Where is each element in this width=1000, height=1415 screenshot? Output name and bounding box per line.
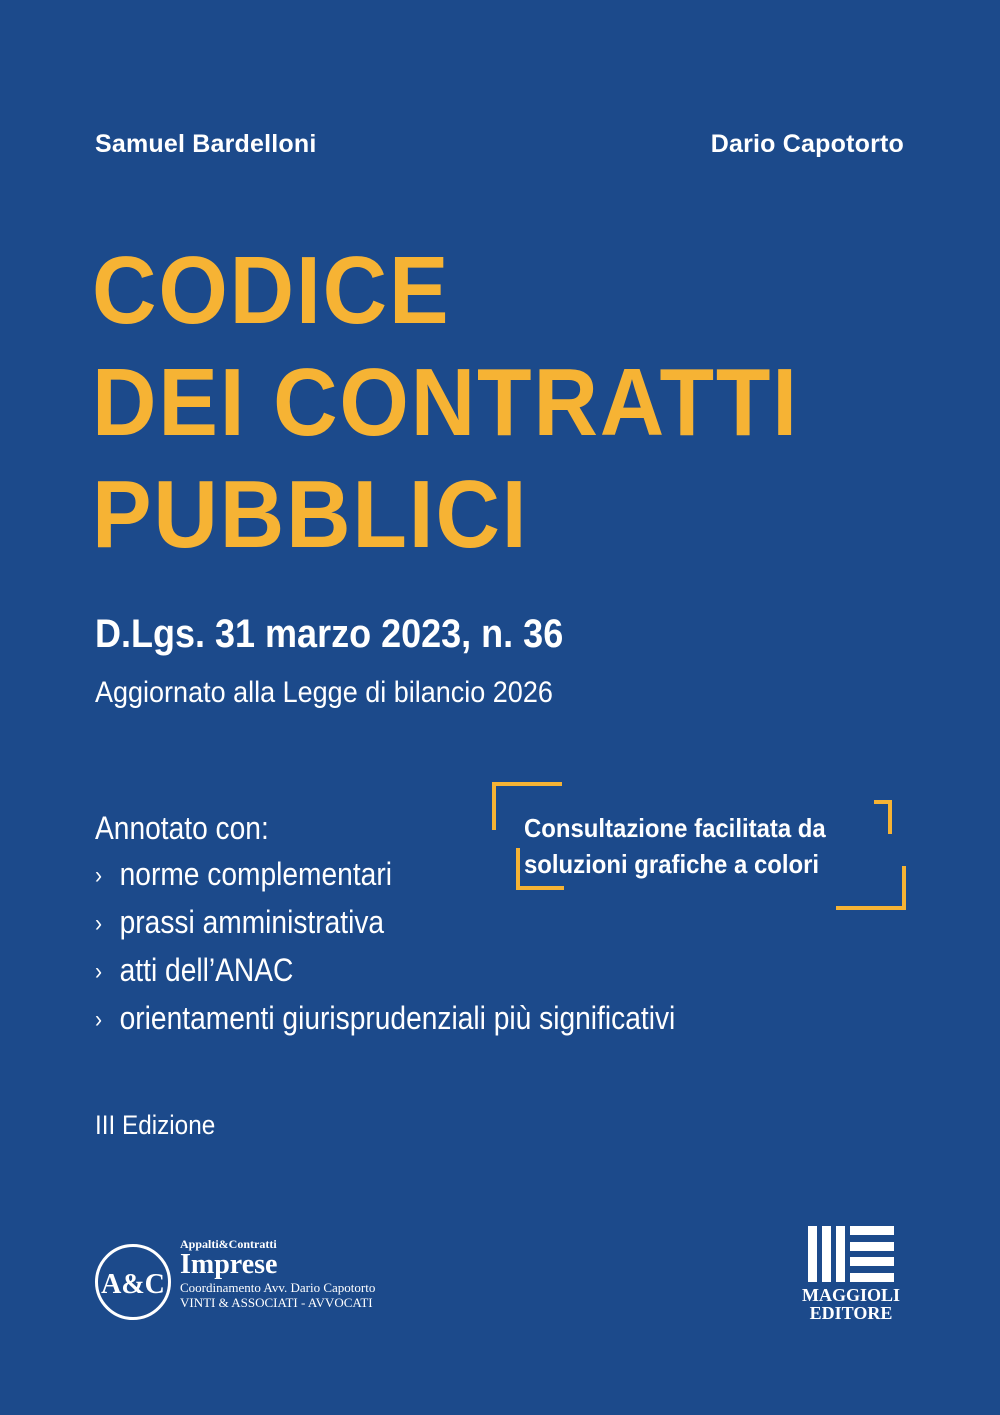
- maggioli-mark-icon: [796, 1226, 906, 1282]
- chevron-right-icon: ›: [95, 862, 103, 889]
- law-reference: D.Lgs. 31 marzo 2023, n. 36: [95, 612, 564, 656]
- edition-label: III Edizione: [95, 1110, 216, 1140]
- logo-firm: VINTI & ASSOCIATI - AVVOCATI: [180, 1295, 373, 1310]
- publisher-logo: [796, 1226, 906, 1326]
- update-note: Aggiornato alla Legge di bilancio 2026: [95, 676, 553, 709]
- list-item: › orientamenti giurisprudenziali più significativi: [95, 995, 675, 1043]
- publisher-name: MAGGIOLI EDITORE: [801, 1285, 900, 1323]
- title-line-2: DEI CONTRATTI: [92, 349, 799, 456]
- logo-subtitle: Appalti&Contratti: [180, 1237, 277, 1251]
- book-title: [92, 235, 799, 571]
- title-line-3: PUBBLICI: [92, 461, 529, 568]
- chevron-right-icon: ›: [95, 910, 103, 937]
- callout-box: [492, 782, 906, 910]
- ac-emblem-icon: A&C: [95, 1244, 171, 1320]
- logo-coordination: Coordinamento Avv. Dario Capotorto: [180, 1280, 376, 1295]
- author-right: Dario Capotorto: [710, 130, 904, 158]
- callout-text: Consultazione facilitata da soluzioni grafiche a colori: [524, 813, 826, 879]
- author-left: Samuel Bardelloni: [95, 130, 317, 158]
- chevron-right-icon: ›: [95, 1006, 103, 1033]
- title-line-1: CODICE: [92, 237, 451, 344]
- list-item: › prassi amministrativa: [95, 899, 675, 947]
- annotations-heading: Annotato con:: [95, 810, 269, 846]
- bracket-decoration: [874, 800, 892, 834]
- chevron-right-icon: ›: [95, 958, 103, 985]
- appalti-contratti-logo: [95, 1238, 415, 1328]
- list-item: › norme complementari: [95, 851, 675, 899]
- list-item: › atti dell’ANAC: [95, 947, 675, 995]
- logo-name: Imprese: [180, 1249, 278, 1280]
- bracket-decoration: [836, 866, 906, 910]
